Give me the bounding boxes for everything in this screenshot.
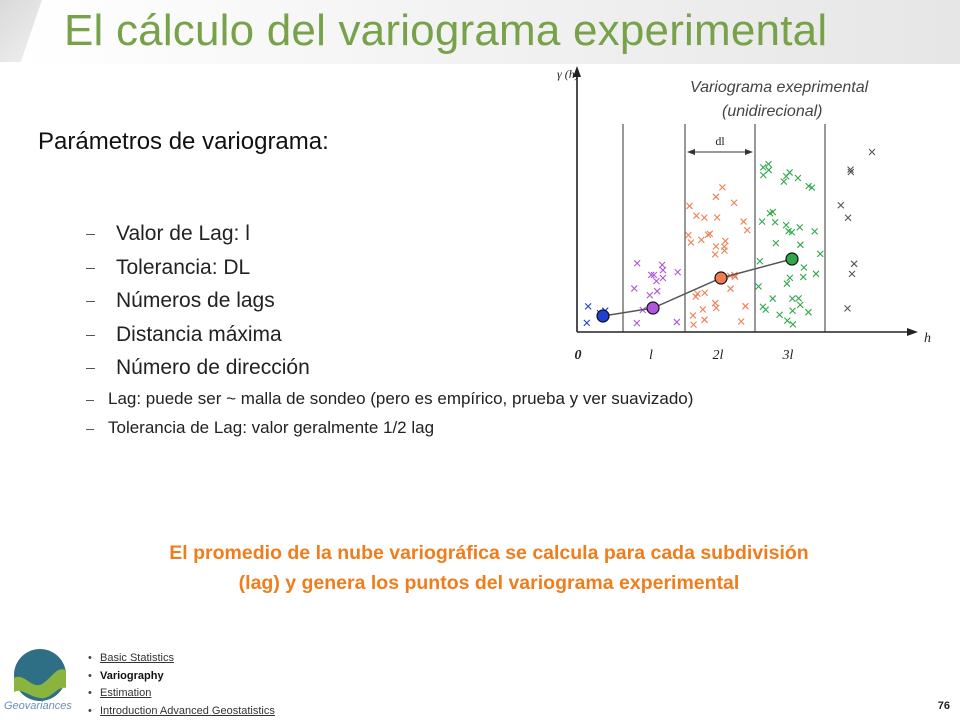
cloud-cross-lag3 (712, 251, 718, 257)
cloud-cross-lag3 (731, 200, 737, 206)
note-text: Tolerancia de Lag: valor geralmente 1/2 lag (108, 418, 435, 437)
cloud-cross-lag4 (783, 222, 789, 228)
experimental-point-lag2 (647, 302, 659, 314)
dash-bullet (86, 400, 94, 401)
cloud-cross-lag3 (714, 215, 720, 221)
cloud-cross-lag2 (660, 275, 666, 281)
nav-item-variography[interactable] (88, 668, 275, 686)
bullet-icon: • (88, 704, 92, 717)
caption-line-2: (unidirecional) (722, 103, 823, 120)
cloud-cross-lag3 (738, 319, 744, 325)
cloud-cross-lag3 (741, 219, 747, 225)
dash-bullet (86, 301, 95, 302)
dash-bullet (86, 234, 95, 235)
cloud-cross-lag3 (702, 317, 708, 323)
cloud-cross-lag4 (770, 296, 776, 302)
dl-arrow-right (745, 149, 753, 155)
conclusion-line-2: (lag) y genera los puntos del variograma experimental (238, 572, 740, 594)
cloud-cross-lag3 (698, 237, 704, 243)
cloud-cross-lag3 (693, 213, 699, 219)
cloud-cross-lag2 (647, 292, 653, 298)
cloud-cross-lag4 (760, 172, 766, 178)
list-item (86, 284, 310, 318)
cloud-cross-lag4 (772, 219, 778, 225)
cloud-cross-lag3 (688, 240, 694, 246)
cloud-cross-outside (849, 271, 855, 277)
nav-label-variography: Variography (100, 669, 164, 682)
nav-item-estimation[interactable] (88, 685, 275, 703)
parameter-text: Número de dirección (116, 356, 310, 379)
cloud-cross-lag3 (685, 232, 691, 238)
list-item (86, 385, 693, 414)
cloud-cross-lag4 (800, 274, 806, 280)
nav-link-advanced-geostatistics[interactable]: Introduction Advanced Geostatistics (100, 704, 275, 717)
parameter-list (86, 217, 310, 385)
cloud-cross-lag4 (756, 284, 762, 290)
cloud-cross-lag4 (766, 161, 772, 167)
cloud-cross-lag2 (654, 288, 660, 294)
cloud-cross-lag4 (801, 265, 807, 271)
parameter-text: Valor de Lag: l (116, 222, 250, 245)
nav-item-advanced-geostatistics[interactable] (88, 703, 275, 720)
cloud-cross-lag4 (789, 296, 795, 302)
cloud-cross-outside (869, 149, 875, 155)
cloud-cross-lag4 (759, 219, 765, 225)
cloud-cross-lag4 (813, 271, 819, 277)
cloud-cross-lag3 (728, 286, 734, 292)
list-item (86, 414, 693, 443)
footer-navigation (88, 650, 275, 720)
dl-label: dl (715, 134, 725, 148)
cloud-cross-lag3 (687, 203, 693, 209)
x-tick-2l: 2l (712, 348, 724, 363)
bullet-icon: • (88, 669, 92, 682)
cloud-cross-lag3 (713, 305, 719, 311)
cloud-cross-lag4 (805, 309, 811, 315)
cloud-cross-lag3 (721, 248, 727, 254)
cloud-cross-lag1 (585, 303, 591, 309)
list-item (86, 251, 310, 285)
dash-bullet (86, 368, 95, 369)
cloud-cross-lag4 (783, 173, 789, 179)
cloud-cross-lag3 (713, 194, 719, 200)
cloud-cross-lag4 (787, 275, 793, 281)
cloud-cross-lag2 (674, 319, 680, 325)
dash-bullet (86, 429, 94, 430)
cloud-cross-lag4 (773, 240, 779, 246)
variogram-diagram (557, 60, 940, 370)
cloud-cross-outside (845, 215, 851, 221)
dash-bullet (86, 335, 95, 336)
cloud-cross-lag4 (817, 251, 823, 257)
cloud-cross-lag3 (713, 243, 719, 249)
list-item (86, 351, 310, 385)
slide-title: El cálculo del variograma experimental (64, 6, 828, 55)
cloud-cross-lag4 (760, 164, 766, 170)
cloud-cross-lag3 (691, 322, 697, 328)
experimental-point-lag3 (715, 272, 727, 284)
cloud-cross-lag3 (702, 290, 708, 296)
cloud-cross-lag3 (744, 227, 750, 233)
dl-arrow-left (687, 149, 695, 155)
cloud-cross-lag2 (660, 267, 666, 273)
nav-link-basic-statistics[interactable]: Basic Statistics (100, 652, 174, 664)
cloud-cross-lag4 (796, 295, 802, 301)
cloud-cross-lag4 (790, 308, 796, 314)
nav-item-basic-statistics[interactable] (88, 650, 275, 668)
cloud-cross-lag2 (675, 269, 681, 275)
notes-list (86, 385, 693, 443)
variogram-cloud (584, 149, 875, 328)
x-axis-arrow (907, 328, 918, 336)
x-tick-3l: 3l (782, 348, 794, 363)
cloud-cross-lag3 (700, 307, 706, 313)
cloud-cross-lag4 (763, 307, 769, 313)
page-number: 76 (937, 700, 950, 712)
list-item (86, 318, 310, 352)
parameter-text: Distancia máxima (116, 322, 282, 346)
caption-line-1: Variograma exeprimental (690, 79, 869, 96)
nav-link-estimation[interactable]: Estimation (100, 687, 152, 699)
cloud-cross-lag4 (781, 179, 787, 185)
list-item (86, 217, 310, 251)
parameter-text: Tolerancia: DL (116, 255, 251, 279)
cloud-cross-lag2 (634, 260, 640, 266)
bullet-icon: • (88, 652, 92, 664)
cloud-cross-lag4 (812, 228, 818, 234)
cloud-cross-lag4 (757, 258, 763, 264)
bullet-icon: • (88, 687, 92, 699)
cloud-cross-lag2 (653, 278, 659, 284)
x-tick-0: 0 (574, 348, 582, 363)
logo-wordmark: Geovariances (4, 700, 72, 712)
note-text: Lag: puede ser ~ malla de sondeo (pero es empírico, prueba y ver suavizado) (108, 389, 694, 408)
cloud-cross-lag4 (790, 321, 796, 327)
conclusion-text (60, 538, 918, 598)
cloud-cross-lag3 (693, 294, 699, 300)
cloud-cross-lag3 (719, 184, 725, 190)
cloud-cross-outside (844, 305, 850, 311)
experimental-point-lag4 (786, 253, 798, 265)
dash-bullet (86, 268, 95, 269)
cloud-cross-lag4 (797, 302, 803, 308)
cloud-cross-lag3 (701, 215, 707, 221)
cloud-cross-lag4 (784, 281, 790, 287)
cloud-cross-lag2 (634, 320, 640, 326)
cloud-cross-lag4 (784, 318, 790, 324)
cloud-cross-lag3 (690, 313, 696, 319)
cloud-cross-lag3 (722, 238, 728, 244)
y-axis-label: γ (h) (557, 67, 579, 81)
cloud-cross-lag4 (766, 167, 772, 173)
cloud-cross-lag4 (795, 175, 801, 181)
experimental-point-lag1 (597, 310, 609, 322)
cloud-cross-outside (838, 202, 844, 208)
x-tick-l: l (649, 348, 653, 363)
parameters-heading: Parámetros de variograma: (38, 128, 329, 155)
cloud-cross-lag4 (777, 312, 783, 318)
cloud-cross-lag4 (797, 242, 803, 248)
parameter-text: Números de lags (116, 289, 275, 312)
x-axis-label: h (924, 331, 931, 346)
conclusion-line-1: El promedio de la nube variográfica se calcula para cada subdivisión (169, 542, 809, 564)
cloud-cross-lag2 (631, 285, 637, 291)
cloud-cross-lag1 (584, 320, 590, 326)
cloud-cross-outside (851, 261, 857, 267)
cloud-cross-lag4 (797, 224, 803, 230)
cloud-cross-lag3 (742, 303, 748, 309)
